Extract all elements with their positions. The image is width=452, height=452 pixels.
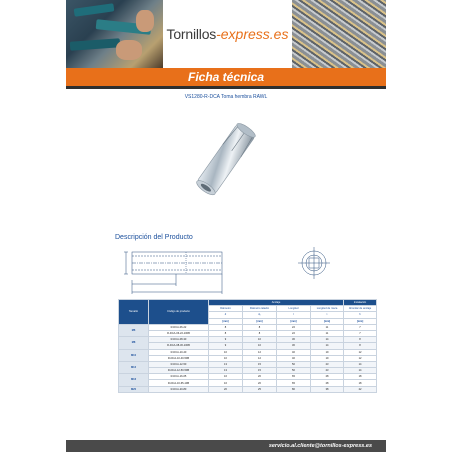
product-code-cell: R-DCA-06-22 (149, 324, 209, 330)
value-cell: 40 (277, 355, 311, 361)
value-cell: 20 (243, 374, 277, 380)
value-cell: 8 (344, 337, 377, 343)
description-title: Descripción del Producto (115, 234, 193, 241)
banner-divider (66, 86, 386, 89)
value-cell: 11 (311, 324, 344, 330)
size-cell: M10 (119, 349, 149, 361)
product-code-cell: R-DCA-08-30 (149, 337, 209, 343)
value-cell: 15 (243, 361, 277, 367)
value-cell: 10 (243, 337, 277, 343)
banner-title: Ficha técnica (187, 70, 265, 84)
unit-cell: [mm] (344, 318, 377, 324)
value-cell: 50 (277, 368, 311, 374)
value-cell: 30 (277, 343, 311, 349)
value-cell: 18 (344, 374, 377, 380)
value-cell: 23 (311, 361, 344, 367)
datasheet-page (66, 0, 386, 452)
value-cell: 20 (209, 386, 243, 392)
product-code-cell: R-DCA-10-40 (149, 349, 209, 355)
value-cell: 19 (311, 349, 344, 355)
unit-cell: [mm] (277, 318, 311, 324)
value-cell: 65 (277, 374, 311, 380)
workshop-photo (66, 0, 163, 68)
header-size: Tamaño (119, 300, 149, 325)
value-cell: 14 (344, 368, 377, 374)
header-group-anchor: Anclaje (209, 300, 344, 306)
value-cell: 12 (344, 355, 377, 361)
screws-photo (292, 0, 386, 68)
value-cell: 14 (344, 361, 377, 367)
product-code-cell: R-DCA-16-65 (149, 374, 209, 380)
header-drill: Diámetro taladro (243, 306, 277, 312)
header-code: Código de producto (149, 300, 209, 325)
value-cell: 12 (344, 349, 377, 355)
value-cell: 38 (311, 386, 344, 392)
value-cell: 13 (209, 361, 243, 367)
symbol-t: t (311, 312, 344, 318)
value-cell: 40 (277, 349, 311, 355)
value-cell: 20 (243, 380, 277, 386)
size-cell: M8 (119, 337, 149, 349)
value-cell: 22 (344, 386, 377, 392)
value-cell: 8 (209, 330, 243, 336)
footer-bar (66, 440, 386, 452)
value-cell: 16 (209, 380, 243, 386)
product-code-cell: R-DCA-16-65-10B (149, 380, 209, 386)
value-cell: 13 (209, 368, 243, 374)
size-cell: M20 (119, 386, 149, 392)
value-cell: 10 (243, 343, 277, 349)
product-subtitle: VS1280-R-DCA Toma hembra RAWL (184, 94, 268, 100)
header (66, 0, 386, 68)
value-cell: 11 (311, 330, 344, 336)
value-cell: 12 (243, 349, 277, 355)
value-cell: 28 (311, 374, 344, 380)
product-code-cell: R-DCA-08-30-100B (149, 343, 209, 349)
value-cell: 7 (344, 330, 377, 336)
value-cell: 18 (344, 380, 377, 386)
unit-cell: [mm] (311, 318, 344, 324)
brand-domain: -express.es (216, 26, 289, 42)
title-banner (66, 68, 386, 86)
unit-cell: [mm] (209, 318, 243, 324)
value-cell: 80 (277, 386, 311, 392)
value-cell: 8 (209, 324, 243, 330)
technical-drawing (106, 244, 346, 300)
value-cell: 14 (311, 337, 344, 343)
header-thread-length: Longitud de rosca (311, 306, 344, 312)
value-cell: 23 (311, 368, 344, 374)
size-cell: M6 (119, 324, 149, 336)
value-cell: 8 (243, 330, 277, 336)
size-cell: M12 (119, 361, 149, 373)
value-cell: 15 (243, 368, 277, 374)
symbol-d: d (209, 312, 243, 318)
value-cell: 65 (277, 380, 311, 386)
brand-name: Tornillos (166, 26, 217, 42)
value-cell: 22 (277, 330, 311, 336)
value-cell: 10 (209, 349, 243, 355)
value-cell: 9 (209, 337, 243, 343)
brand-logo[interactable] (163, 0, 292, 68)
symbol-l: l (277, 312, 311, 318)
value-cell: 9 (209, 343, 243, 349)
value-cell: 10 (209, 355, 243, 361)
value-cell: 25 (243, 386, 277, 392)
value-cell: 12 (243, 355, 277, 361)
header-length: Longitud (277, 306, 311, 312)
table-row (119, 386, 377, 392)
value-cell: 28 (311, 380, 344, 386)
specifications-table (118, 299, 376, 393)
size-cell: M16 (119, 374, 149, 386)
value-cell: 14 (311, 343, 344, 349)
product-code-cell: R-DCA-10-40-50B (149, 355, 209, 361)
product-code-cell: R-DCA-12-50 (149, 361, 209, 367)
value-cell: 19 (311, 355, 344, 361)
header-diameter: Diámetro (209, 306, 243, 312)
product-code-cell: R-DCA-06-22-100B (149, 330, 209, 336)
symbol-h: h (344, 312, 377, 318)
symbol-d0: d₀ (243, 312, 277, 318)
product-image (181, 120, 271, 198)
header-embed: Ahondar de anclaje (344, 306, 377, 312)
value-cell: 8 (344, 343, 377, 349)
value-cell: 30 (277, 337, 311, 343)
header-group-install: Instalación (344, 300, 377, 306)
contact-email-link[interactable]: servicio.al.cliente@tornillos-express.es (268, 443, 372, 449)
product-code-cell: R-DCA-20-80 (149, 386, 209, 392)
unit-cell: [mm] (243, 318, 277, 324)
value-cell: 22 (277, 324, 311, 330)
value-cell: 7 (344, 324, 377, 330)
value-cell: 50 (277, 361, 311, 367)
product-code-cell: R-DCA-12-50-50B (149, 368, 209, 374)
value-cell: 16 (209, 374, 243, 380)
value-cell: 8 (243, 324, 277, 330)
